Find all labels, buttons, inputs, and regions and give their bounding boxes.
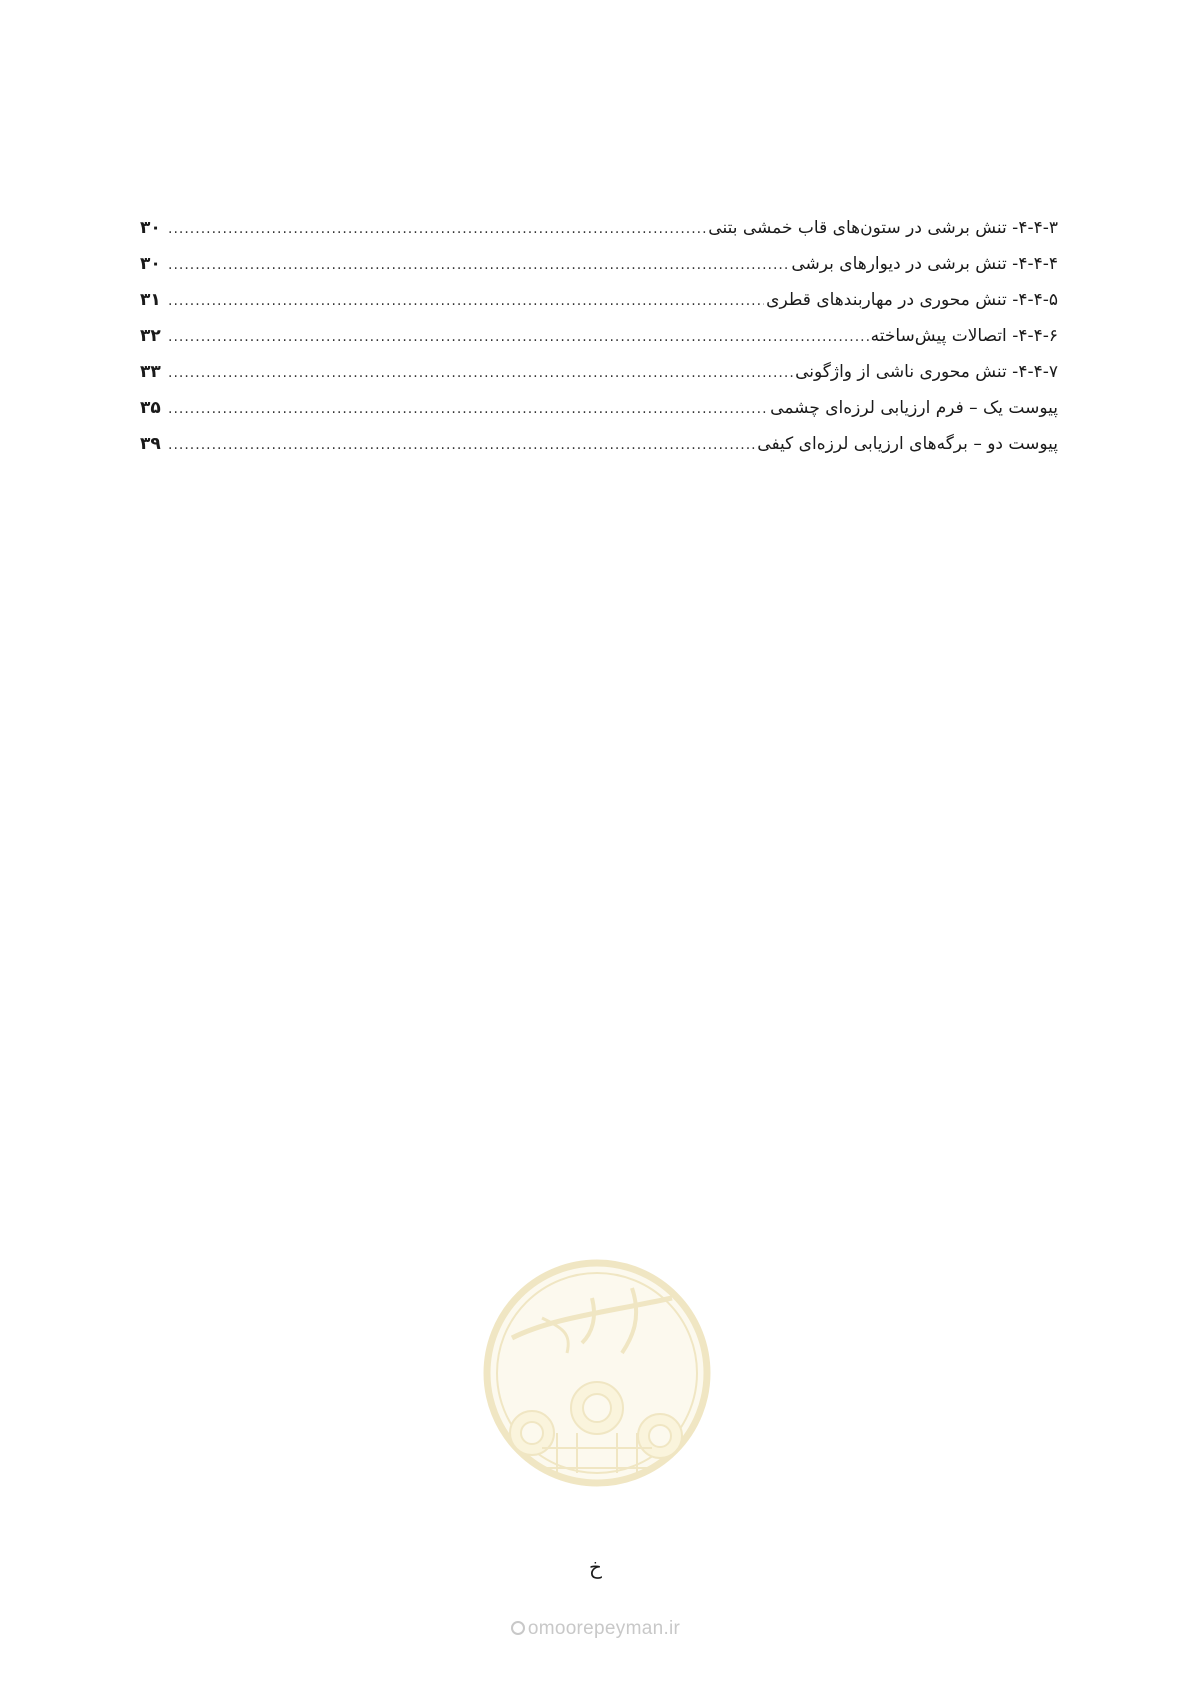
toc-entry-page: ۳۹ — [140, 434, 161, 454]
toc-leader-dots — [168, 283, 764, 319]
toc-entry-title: پیوست یک – فرم ارزیابی لرزه‌ای چشمی — [770, 398, 1058, 418]
page-number: خ — [589, 1555, 602, 1579]
toc-entry-title: ۴-۴-۴- تنش برشی در دیوارهای برشی — [791, 254, 1058, 274]
toc-entry[interactable] — [140, 354, 1058, 390]
toc-entry-title: ۴-۴-۳- تنش برشی در ستون‌های قاب خمشی بتنی — [708, 218, 1058, 238]
toc-leader-dots — [168, 391, 768, 427]
toc-entry-title: ۴-۴-۶- اتصالات پیش‌ساخته — [870, 326, 1058, 346]
toc-entry-page: ۳۲ — [140, 326, 161, 346]
watermark-logo — [482, 1258, 712, 1568]
toc-entry-page: ۳۳ — [140, 362, 161, 382]
toc-entry[interactable] — [140, 246, 1058, 282]
toc-entry[interactable] — [140, 210, 1058, 246]
toc-leader-dots — [168, 319, 869, 355]
toc-entry-title: پیوست دو – برگه‌های ارزیابی لرزه‌ای کیفی — [757, 434, 1058, 454]
toc-entry[interactable] — [140, 282, 1058, 318]
globe-icon — [511, 1621, 525, 1635]
toc-leader-dots — [168, 355, 793, 391]
toc-entry[interactable] — [140, 318, 1058, 354]
toc-entry-page: ۳۰ — [140, 218, 161, 238]
toc-entry[interactable] — [140, 426, 1058, 462]
site-watermark-text: omoorepeyman.ir — [527, 1618, 681, 1639]
toc-entry-title: ۴-۴-۷- تنش محوری ناشی از واژگونی — [795, 362, 1058, 382]
toc-entry-page: ۳۵ — [140, 398, 161, 418]
toc-leader-dots — [168, 211, 706, 247]
toc-entry-title: ۴-۴-۵- تنش محوری در مهاربندهای قطری — [766, 290, 1058, 310]
toc-leader-dots — [168, 247, 789, 283]
table-of-contents — [140, 210, 1058, 462]
toc-entry[interactable] — [140, 390, 1058, 426]
toc-leader-dots — [168, 427, 755, 463]
toc-entry-page: ۳۰ — [140, 254, 161, 274]
site-watermark — [0, 1618, 1191, 1640]
toc-entry-page: ۳۱ — [140, 290, 161, 310]
